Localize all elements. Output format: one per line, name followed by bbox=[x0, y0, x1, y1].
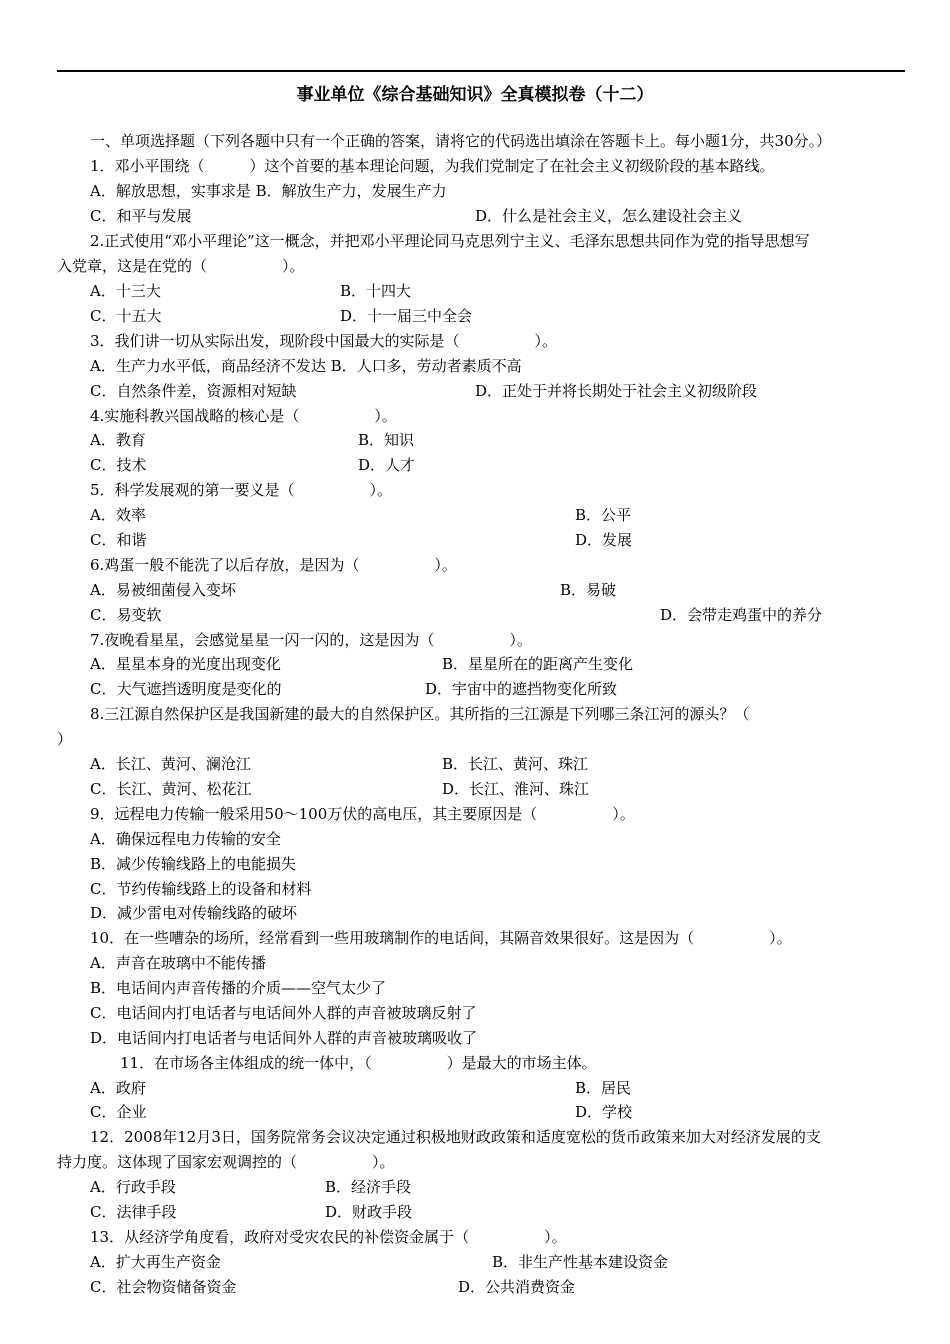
question-12-cont: 持力度。这体现了国家宏观调控的（ ）。 bbox=[57, 1153, 395, 1171]
q3-option-c: C．自然条件差，资源相对短缺 bbox=[90, 382, 297, 400]
q9-option-d: D．减少雷电对传输线路的破坏 bbox=[90, 904, 298, 922]
question-12: 12．2008年12月3日，国务院常务会议决定通过积极地财政政策和适度宽松的货币政策来加大对经济发展的支 bbox=[90, 1128, 821, 1146]
q8-option-b: B．长江、黄河、珠江 bbox=[442, 755, 589, 773]
q3-options-ab: A．生产力水平低，商品经济不发达 B．人口多，劳动者素质不高 bbox=[90, 357, 522, 375]
q4-option-b: B．知识 bbox=[358, 431, 415, 449]
question-8: 8.三江源自然保护区是我国新建的最大的自然保护区。其所指的三江源是下列哪三条江河的源头？（ bbox=[90, 705, 750, 723]
q10-option-d: D．电话间内打电话者与电话间外人群的声音被玻璃吸收了 bbox=[90, 1029, 478, 1047]
question-13: 13．从经济学角度看，政府对受灾农民的补偿资金属于（ ）。 bbox=[90, 1228, 567, 1246]
question-5: 5．科学发展观的第一要义是（ ）。 bbox=[90, 481, 393, 499]
q8-option-d: D．长江、淮河、珠江 bbox=[442, 780, 590, 798]
q2-option-a: A．十三大 bbox=[90, 282, 161, 300]
q1-option-d: D．什么是社会主义，怎么建设社会主义 bbox=[475, 207, 743, 225]
q6-option-b: B．易破 bbox=[560, 581, 617, 599]
q9-option-a: A．确保远程电力传输的安全 bbox=[90, 830, 281, 848]
question-3: 3．我们讲一切从实际出发，现阶段中国最大的实际是（ ）。 bbox=[90, 332, 558, 350]
q1-option-c: C．和平与发展 bbox=[90, 207, 192, 225]
q13-option-b: B．非生产性基本建设资金 bbox=[492, 1253, 669, 1271]
q2-option-b: B．十四大 bbox=[340, 282, 412, 300]
page-title: 事业单位《综合基础知识》全真模拟卷（十二） bbox=[296, 85, 654, 105]
q7-option-d: D．宇宙中的遮挡物变化所致 bbox=[425, 680, 618, 698]
question-10: 10．在一些嘈杂的场所，经常看到一些用玻璃制作的电话间，其隔音效果很好。这是因为（ ）。 bbox=[90, 929, 792, 947]
q12-option-a: A．行政手段 bbox=[90, 1178, 176, 1196]
q6-option-d: D．会带走鸡蛋中的养分 bbox=[660, 606, 823, 624]
q5-option-c: C．和谐 bbox=[90, 531, 147, 549]
q13-option-a: A．扩大再生产资金 bbox=[90, 1253, 221, 1271]
q2-option-c: C．十五大 bbox=[90, 307, 162, 325]
q7-option-b: B．星星所在的距离产生变化 bbox=[442, 655, 634, 673]
q11-option-c: C．企业 bbox=[90, 1103, 147, 1121]
q1-options-ab: A．解放思想，实事求是 B．解放生产力，发展生产力 bbox=[90, 182, 447, 200]
question-6: 6.鸡蛋一般不能洗了以后存放，是因为（ ）。 bbox=[90, 556, 457, 574]
q12-option-b: B．经济手段 bbox=[325, 1178, 412, 1196]
q4-option-c: C．技术 bbox=[90, 456, 147, 474]
q4-option-d: D．人才 bbox=[358, 456, 416, 474]
q5-option-d: D．发展 bbox=[575, 531, 633, 549]
q11-option-a: A．政府 bbox=[90, 1079, 146, 1097]
q7-option-c: C．大气遮挡透明度是变化的 bbox=[90, 680, 282, 698]
question-2-cont: 入党章，这是在党的（ ）。 bbox=[57, 257, 305, 275]
q6-option-c: C．易变软 bbox=[90, 606, 162, 624]
q13-option-c: C．社会物资储备资金 bbox=[90, 1278, 237, 1296]
section-heading: 一、单项选择题（下列各题中只有一个正确的答案，请将它的代码选出填涂在答题卡上。每小题1分，共30分。） bbox=[90, 132, 832, 150]
header-rule bbox=[57, 70, 905, 72]
q10-option-c: C．电话间内打电话者与电话间外人群的声音被玻璃反射了 bbox=[90, 1004, 477, 1022]
q11-option-b: B．居民 bbox=[575, 1079, 632, 1097]
question-4: 4.实施科教兴国战略的核心是（ ）。 bbox=[90, 407, 397, 425]
q5-option-b: B．公平 bbox=[575, 506, 632, 524]
q11-option-d: D．学校 bbox=[575, 1103, 633, 1121]
q2-option-d: D．十一届三中全会 bbox=[340, 307, 473, 325]
question-9: 9．远程电力传输一般采用50～100万伏的高电压，其主要原因是（ ）。 bbox=[90, 805, 635, 823]
q7-option-a: A．星星本身的光度出现变化 bbox=[90, 655, 281, 673]
question-7: 7.夜晚看星星，会感觉星星一闪一闪的，这是因为（ ）。 bbox=[90, 631, 532, 649]
q9-option-c: C．节约传输线路上的设备和材料 bbox=[90, 880, 312, 898]
q8-option-c: C．长江、黄河、松花江 bbox=[90, 780, 252, 798]
q10-option-b: B．电话间内声音传播的介质——空气太少了 bbox=[90, 979, 387, 997]
q5-option-a: A．效率 bbox=[90, 506, 146, 524]
q12-option-d: D．财政手段 bbox=[325, 1203, 413, 1221]
question-1: 1．邓小平围绕（ ）这个首要的基本理论问题，为我们党制定了在社会主义初级阶段的基本路线。 bbox=[90, 157, 775, 175]
q8-option-a: A．长江、黄河、澜沧江 bbox=[90, 755, 251, 773]
q3-option-d: D．正处于并将长期处于社会主义初级阶段 bbox=[475, 382, 758, 400]
q9-option-b: B．减少传输线路上的电能损失 bbox=[90, 855, 297, 873]
q4-option-a: A．教育 bbox=[90, 431, 146, 449]
question-8-cont: ） bbox=[57, 730, 73, 748]
question-2: 2.正式使用“邓小平理论”这一概念，并把邓小平理论同马克思列宁主义、毛泽东思想共同作为党的指导思想写 bbox=[90, 232, 810, 250]
question-11: 11．在市场各主体组成的统一体中，（ ）是最大的市场主体。 bbox=[120, 1054, 597, 1072]
q10-option-a: A．声音在玻璃中不能传播 bbox=[90, 954, 266, 972]
q13-option-d: D．公共消费资金 bbox=[458, 1278, 576, 1296]
q6-option-a: A．易被细菌侵入变坏 bbox=[90, 581, 236, 599]
q12-option-c: C．法律手段 bbox=[90, 1203, 177, 1221]
